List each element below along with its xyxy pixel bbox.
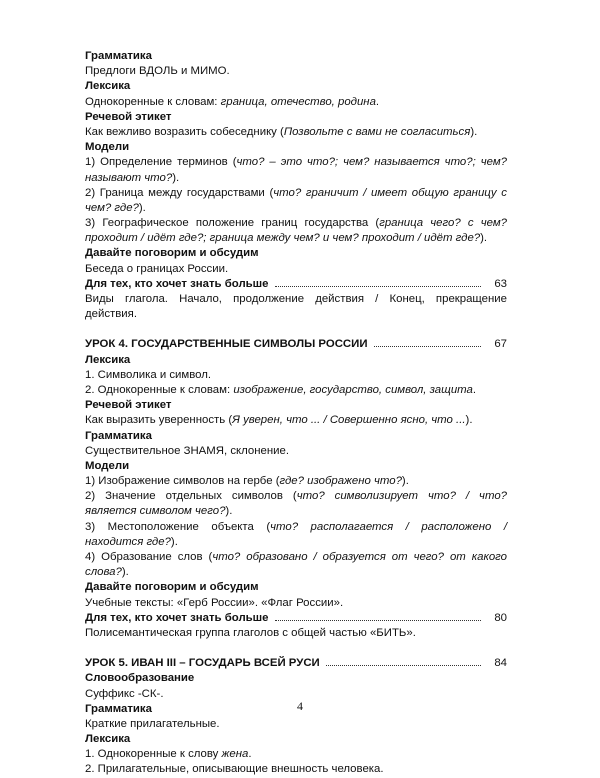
model-3-line-1: 3) Местоположение объекта (что? располагается / расположено / xyxy=(85,520,507,533)
lexis-heading: Лексика xyxy=(85,733,131,746)
models-heading: Модели xyxy=(85,141,130,154)
grammar-text: Существительное ЗНАМЯ, склонение. xyxy=(85,444,290,457)
etiquette-heading: Речевой этикет xyxy=(85,399,172,412)
lesson-4-title-entry[interactable] xyxy=(85,337,507,352)
grammar-heading: Грамматика xyxy=(85,50,152,62)
talk-text: Беседа о границах России. xyxy=(85,262,229,275)
lexis-item-2: 2. Однокоренные к словам: изображение, государство, символ, защита. xyxy=(85,383,477,396)
more-text-line-2: действия. xyxy=(85,308,138,321)
dot-leader xyxy=(326,664,481,666)
grammar-text: Краткие прилагательные. xyxy=(85,717,220,730)
lexis-text: Однокоренные к словам: граница, отечество, родина. xyxy=(85,95,380,108)
dot-leader xyxy=(374,345,481,347)
grammar-heading: Грамматика xyxy=(85,702,152,715)
model-1-line-2: называют что?). xyxy=(85,171,180,184)
more-text: Полисемантическая группа глаголов с общей частью «БИТЬ». xyxy=(85,626,416,639)
model-1-line-1: 1) Определение терминов (что? – это что?; чем? называется что?; чем? xyxy=(85,156,507,169)
model-2-line-1: 2) Граница между государствами (что? граничит / имеет общую границу с xyxy=(85,186,507,199)
page-ref: 63 xyxy=(494,277,507,290)
grammar-text: Предлоги ВДОЛЬ и МИМО. xyxy=(85,65,230,78)
lexis-item-2: 2. Прилагательные, описывающие внешность человека. xyxy=(85,763,384,776)
toc-page xyxy=(85,49,507,778)
page-ref: 84 xyxy=(494,657,507,670)
lexis-item-1: 1. Символика и символ. xyxy=(85,368,212,381)
more-entry[interactable] xyxy=(85,277,507,292)
more-heading: Для тех, кто хочет знать больше xyxy=(85,277,269,290)
word-formation-text: Суффикс -СК-. xyxy=(85,687,164,700)
model-2-line-1: 2) Значение отдельных символов (что? символизирует что? / что? xyxy=(85,490,507,503)
model-2-line-2: чем? где?). xyxy=(85,201,146,214)
more-entry[interactable] xyxy=(85,611,507,626)
model-3-line-2: проходит / идёт где?; граница между чем? и чем? проходит / идёт где?). xyxy=(85,232,488,245)
lesson-5-title-entry[interactable] xyxy=(85,656,507,671)
model-4-line-2: слова?). xyxy=(85,566,129,579)
more-heading: Для тех, кто хочет знать больше xyxy=(85,611,269,624)
model-3-line-1: 3) Географическое положение границ государства (граница чего? с чем? xyxy=(85,217,507,230)
page-ref: 67 xyxy=(494,338,507,351)
etiquette-text: Как вежливо возразить собеседнику (Позвольте с вами не согласиться). xyxy=(85,125,478,138)
more-text-line-1: Виды глагола. Начало, продолжение действия / Конец, прекращение xyxy=(85,293,507,305)
lexis-heading: Лексика xyxy=(85,353,131,366)
lexis-item-1: 1. Однокоренные к слову жена. xyxy=(85,748,252,761)
lexis-heading: Лексика xyxy=(85,80,131,93)
etiquette-text: Как выразить уверенность (Я уверен, что ... / Совершенно ясно, что ...). xyxy=(85,414,473,427)
lesson-5-title: УРОК 5. ИВАН III – ГОСУДАРЬ ВСЕЙ РУСИ xyxy=(85,657,320,670)
dot-leader xyxy=(275,619,481,621)
model-3-line-2: находится где?). xyxy=(85,535,178,548)
talk-heading: Давайте поговорим и обсудим xyxy=(85,247,259,260)
grammar-heading: Грамматика xyxy=(85,429,152,442)
talk-text: Учебные тексты: «Герб России». «Флаг России». xyxy=(85,596,344,609)
lesson-4-title: УРОК 4. ГОСУДАРСТВЕННЫЕ СИМВОЛЫ РОССИИ xyxy=(85,338,368,351)
page-number: 4 xyxy=(297,699,303,713)
word-formation-heading: Словообразование xyxy=(85,672,195,685)
etiquette-heading: Речевой этикет xyxy=(85,110,172,123)
models-heading: Модели xyxy=(85,459,130,472)
model-2-line-2: является символом чего?). xyxy=(85,505,233,518)
talk-heading: Давайте поговорим и обсудим xyxy=(85,581,259,594)
dot-leader xyxy=(275,285,481,287)
model-4-line-1: 4) Образование слов (что? образовано / образуется от чего? от какого xyxy=(85,551,507,563)
page-ref: 80 xyxy=(494,611,507,624)
model-1: 1) Изображение символов на гербе (где? изображено что?). xyxy=(85,475,409,488)
